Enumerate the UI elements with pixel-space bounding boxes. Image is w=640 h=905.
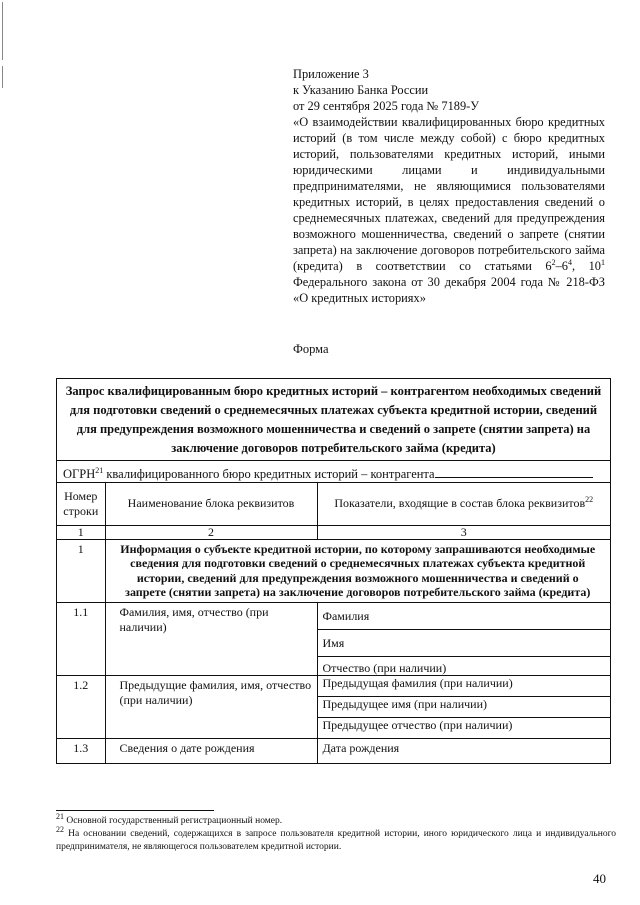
appendix-dash: –6	[555, 259, 568, 273]
sup-article-3: 1	[601, 257, 605, 267]
sup-article-2: 4	[568, 257, 572, 267]
field-first-name: Имя	[318, 630, 611, 657]
row-fields	[317, 602, 610, 675]
table-header-row	[57, 483, 610, 525]
field-last-name: Фамилия	[318, 603, 611, 630]
column-numbers-row	[57, 525, 610, 539]
page-number: 40	[593, 871, 606, 886]
header-row-number: Номер строки	[57, 483, 105, 525]
col-number-3: 3	[317, 525, 610, 539]
appendix-body-text: «О взаимодействии квалифицированных бюро кредитных историй (в том числе между собой) с бюро кредитных историй, пользователями кредитных историй, иными юридическими лицами и индивидуальными предпринимателями, не являющимися пользователями кредитных историй, в целях предоставления сведений о среднемесячных платежах, сведений для предупреждения возможного мошенничества, сведений о запрете (снятии запрета) на заключение договоров потребительского займа (кредита) в соответствии со статьями 6	[293, 115, 605, 273]
row-number: 1.2	[57, 675, 105, 738]
field-patronymic: Отчество (при наличии)	[322, 660, 447, 675]
field-prev-last-name: Предыдущая фамилия (при наличии)	[318, 676, 611, 697]
ogrn-row	[57, 461, 610, 483]
col-number-1: 1	[57, 525, 105, 539]
request-form	[56, 378, 611, 764]
footnote-21-number: 21	[56, 811, 64, 821]
row-block-name: Предыдущие фамилия, имя, отчество (при наличии)	[105, 675, 317, 738]
ogrn-sup: 21	[95, 465, 104, 475]
sup-article-1: 2	[551, 257, 556, 267]
field-prev-patronymic: Предыдущее отчество (при наличии)	[322, 717, 513, 732]
appendix-line-3: от 29 сентября 2025 года № 7189-У	[293, 99, 480, 113]
appendix-body	[293, 114, 605, 306]
header-indicators-sup: 22	[585, 495, 594, 505]
appendix-line-2: к Указанию Банка России	[293, 83, 429, 97]
row-block-name: Фамилия, имя, отчество (при наличии)	[105, 602, 317, 675]
row-number: 1.3	[57, 738, 105, 763]
header-indicators-text: Показатели, входящие в состав блока реквизитов	[334, 496, 586, 511]
appendix-tail: Федерального закона от 30 декабря 2004 года № 218-ФЗ «О кредитных историях»	[293, 275, 605, 305]
ogrn-text: квалифицированного бюро кредитных историй – контрагента	[103, 467, 435, 481]
footnote-22-text: На основании сведений, содержащихся в запросе пользователя кредитной истории, иного юридического лица и индивидуального предпринимателя, не являющегося пользователем кредитной истории.	[56, 829, 616, 852]
scan-edge-top	[2, 2, 3, 60]
footnote-rule	[56, 810, 214, 811]
section-number: 1	[57, 539, 105, 602]
row-fields	[317, 675, 610, 738]
row-block-name: Сведения о дате рождения	[105, 738, 317, 763]
request-title: Запрос квалифицированным бюро кредитных историй – контрагентом необходимых сведений для подготовки сведений о среднемесячных платежах субъекта кредитной истории, сведений для предупреждения возможного мошенничества и сведений о запрете (снятии запрета) на заключение договоров потребительского займа (кредита)	[57, 379, 610, 461]
section-row	[57, 539, 610, 602]
footnotes	[56, 810, 616, 854]
footnote-21	[56, 811, 616, 828]
appendix-mid: , 10	[572, 259, 601, 273]
appendix-line-1: Приложение 3	[293, 67, 369, 81]
row-number: 1.1	[57, 602, 105, 675]
requisites-table	[57, 483, 610, 763]
field-prev-first-name: Предыдущее имя (при наличии)	[318, 697, 611, 718]
ogrn-label: ОГРН	[63, 467, 96, 481]
header-block-name: Наименование блока реквизитов	[105, 483, 317, 525]
col-number-2: 2	[105, 525, 317, 539]
footnote-22-number: 22	[56, 824, 64, 834]
footnote-21-text: Основной государственный регистрационный номер.	[64, 816, 283, 826]
field-birth-date: Дата рождения	[317, 738, 610, 763]
table-row	[57, 675, 610, 738]
form-label: Форма	[293, 342, 329, 356]
table-row	[57, 738, 610, 763]
appendix-header	[293, 66, 605, 306]
footnote-22	[56, 824, 616, 854]
ogrn-blank-line	[435, 467, 593, 478]
section-title: Информация о субъекте кредитной истории, по которому запрашиваются необходимые сведения для подготовки сведений о среднемесячных платежах субъекта кредитной истории, сведений для предупреждения возможного мошенничества и сведений о запрете (снятии запрета) на заключение договоров потребительского займа (кредита)	[105, 539, 610, 602]
table-row	[57, 602, 610, 675]
scan-edge-bottom	[2, 66, 3, 88]
header-indicators	[317, 483, 610, 525]
